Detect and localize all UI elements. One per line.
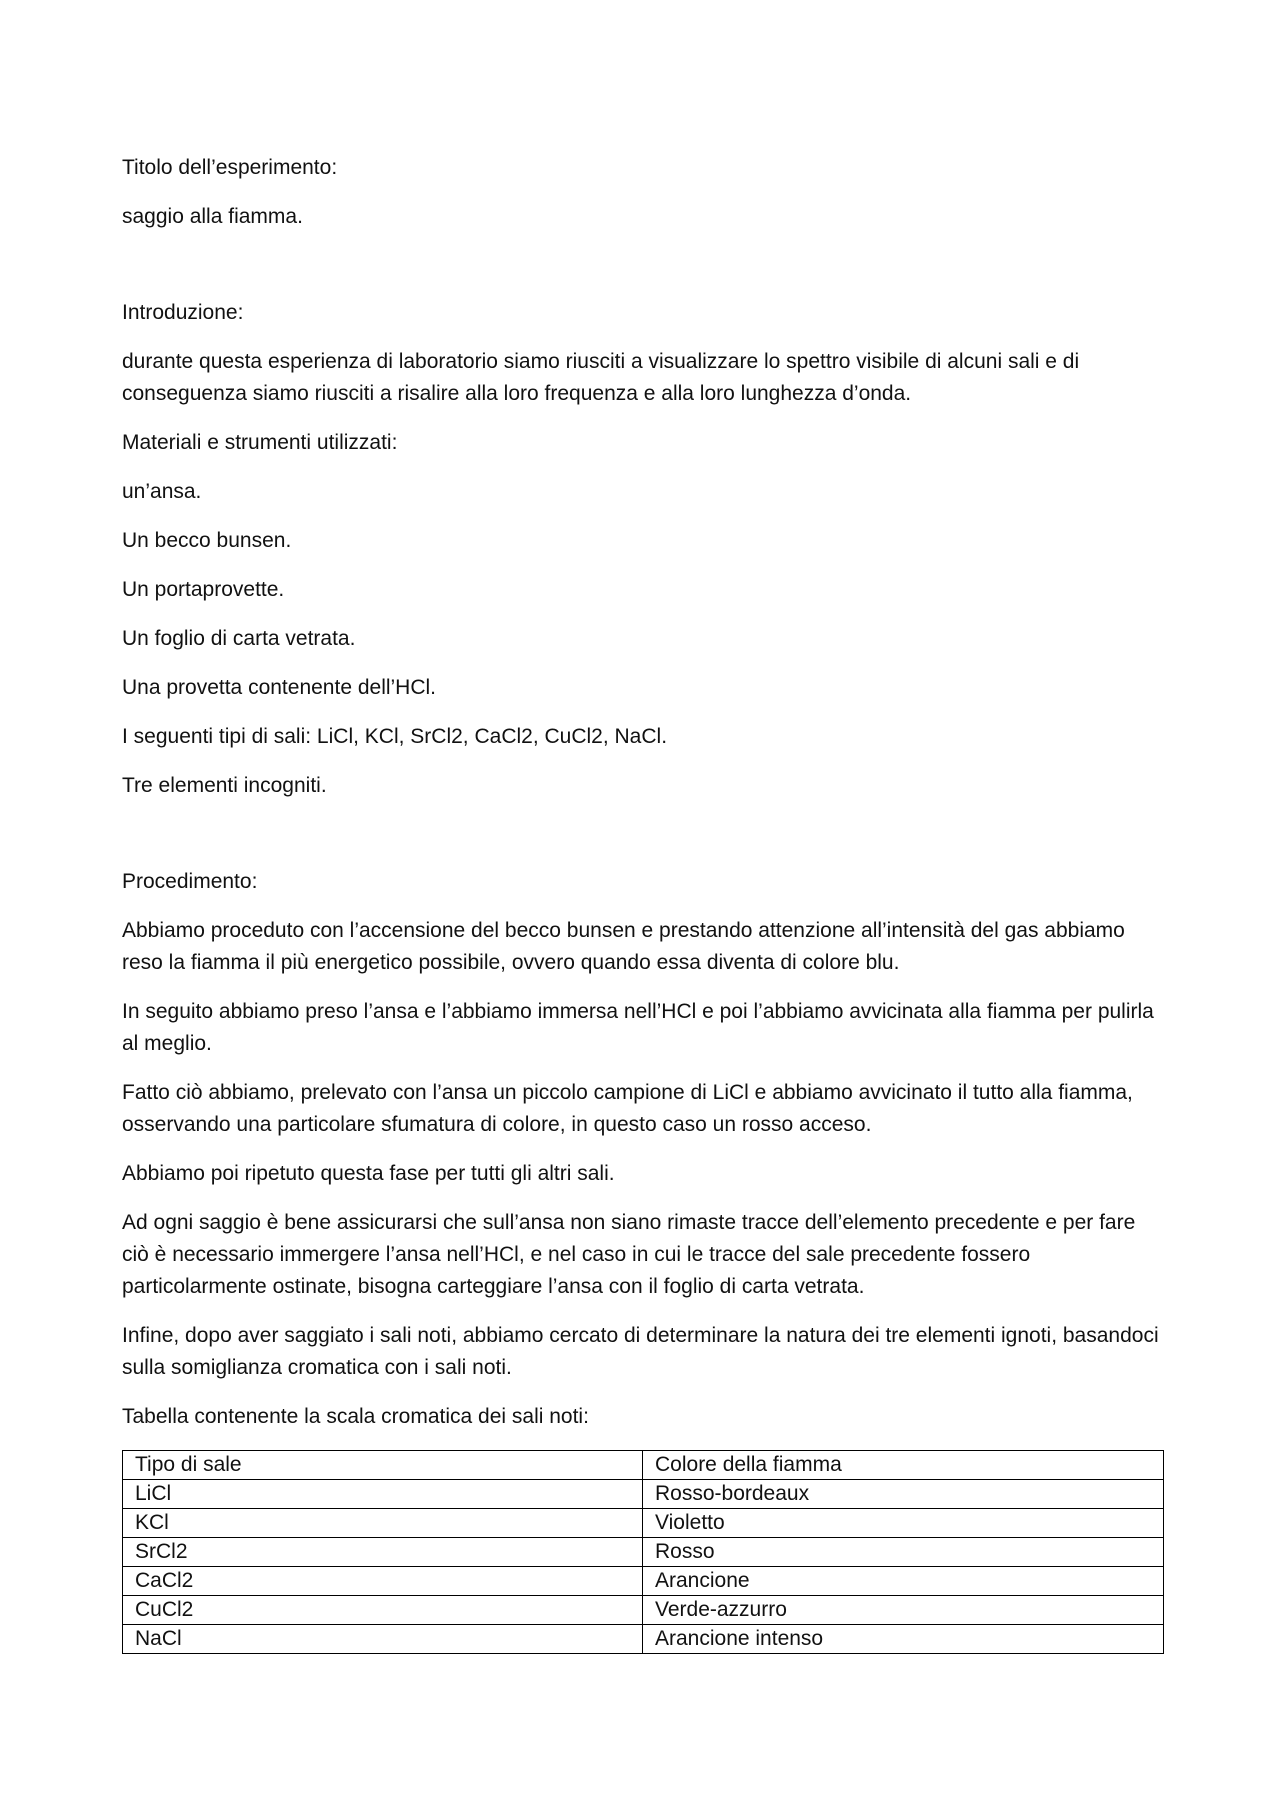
table-header-cell: Tipo di sale xyxy=(123,1451,643,1480)
title-label: Titolo dell’esperimento: xyxy=(122,156,338,179)
procedure-paragraph: Ad ogni saggio è bene assicurarsi che sull’ansa non siano rimaste tracce dell’elemento precedente e per fare ciò è necessario immergere l’ansa nell’HCl, e nel caso in cui le tracce del sale precedente fossero particolarmente ostinate, bisogna carteggiare l’ansa con il foglio di carta vetrata. xyxy=(122,1211,1136,1298)
flame-color-cell: Arancione intenso xyxy=(643,1625,1164,1654)
flame-color-cell: Violetto xyxy=(643,1509,1164,1538)
materials-heading: Materiali e strumenti utilizzati: xyxy=(122,431,398,454)
table-row xyxy=(123,1538,1164,1567)
flame-color-cell: Rosso-bordeaux xyxy=(643,1480,1164,1509)
table-row xyxy=(123,1625,1164,1654)
procedure-paragraph: Fatto ciò abbiamo, prelevato con l’ansa un piccolo campione di LiCl e abbiamo avvicinato il tutto alla fiamma, osservando una particolare sfumatura di colore, in questo caso un rosso acceso. xyxy=(122,1081,1133,1136)
salt-cell: LiCl xyxy=(123,1480,643,1509)
table-caption: Tabella contenente la scala cromatica dei sali noti: xyxy=(122,1405,589,1428)
materials-item: Una provetta contenente dell’HCl. xyxy=(122,676,437,699)
salt-cell: CaCl2 xyxy=(123,1567,643,1596)
procedure-paragraph: In seguito abbiamo preso l’ansa e l’abbiamo immersa nell’HCl e poi l’abbiamo avvicinata alla fiamma per pulirla al meglio. xyxy=(122,1000,1154,1055)
table-row xyxy=(123,1567,1164,1596)
table-row xyxy=(123,1480,1164,1509)
table-row xyxy=(123,1509,1164,1538)
procedure-paragraph: Abbiamo poi ripetuto questa fase per tutti gli altri sali. xyxy=(122,1162,615,1185)
materials-item: Un becco bunsen. xyxy=(122,529,292,552)
salt-cell: SrCl2 xyxy=(123,1538,643,1567)
title-value: saggio alla fiamma. xyxy=(122,205,303,228)
procedure-heading: Procedimento: xyxy=(122,870,258,893)
salt-cell: NaCl xyxy=(123,1625,643,1654)
materials-item: un’ansa. xyxy=(122,480,202,503)
materials-item: Un foglio di carta vetrata. xyxy=(122,627,356,650)
salt-color-table xyxy=(122,1450,1164,1654)
procedure-paragraph: Abbiamo proceduto con l’accensione del becco bunsen e prestando attenzione all’intensità del gas abbiamo reso la fiamma il più energetico possibile, ovvero quando essa diventa di colore blu. xyxy=(122,919,1125,974)
salt-cell: CuCl2 xyxy=(123,1596,643,1625)
flame-color-cell: Verde-azzurro xyxy=(643,1596,1164,1625)
intro-text: durante questa esperienza di laboratorio siamo riusciti a visualizzare lo spettro visibile di alcuni sali e di conseguenza siamo riusciti a risalire alla loro frequenza e alla loro lunghezza d’onda. xyxy=(122,350,1080,405)
table-row xyxy=(123,1596,1164,1625)
table-header-cell: Colore della fiamma xyxy=(643,1451,1164,1480)
salt-cell: KCl xyxy=(123,1509,643,1538)
document-body xyxy=(122,152,1165,1654)
materials-item: Un portaprovette. xyxy=(122,578,285,601)
intro-heading: Introduzione: xyxy=(122,301,244,324)
procedure-paragraph: Infine, dopo aver saggiato i sali noti, abbiamo cercato di determinare la natura dei tre elementi ignoti, basandoci sulla somiglianza cromatica con i sali noti. xyxy=(122,1324,1159,1379)
materials-item: Tre elementi incogniti. xyxy=(122,774,327,797)
flame-color-cell: Rosso xyxy=(643,1538,1164,1567)
materials-item: I seguenti tipi di sali: LiCl, KCl, SrCl2, CaCl2, CuCl2, NaCl. xyxy=(122,725,668,748)
table-header-row xyxy=(123,1451,1164,1480)
flame-color-cell: Arancione xyxy=(643,1567,1164,1596)
